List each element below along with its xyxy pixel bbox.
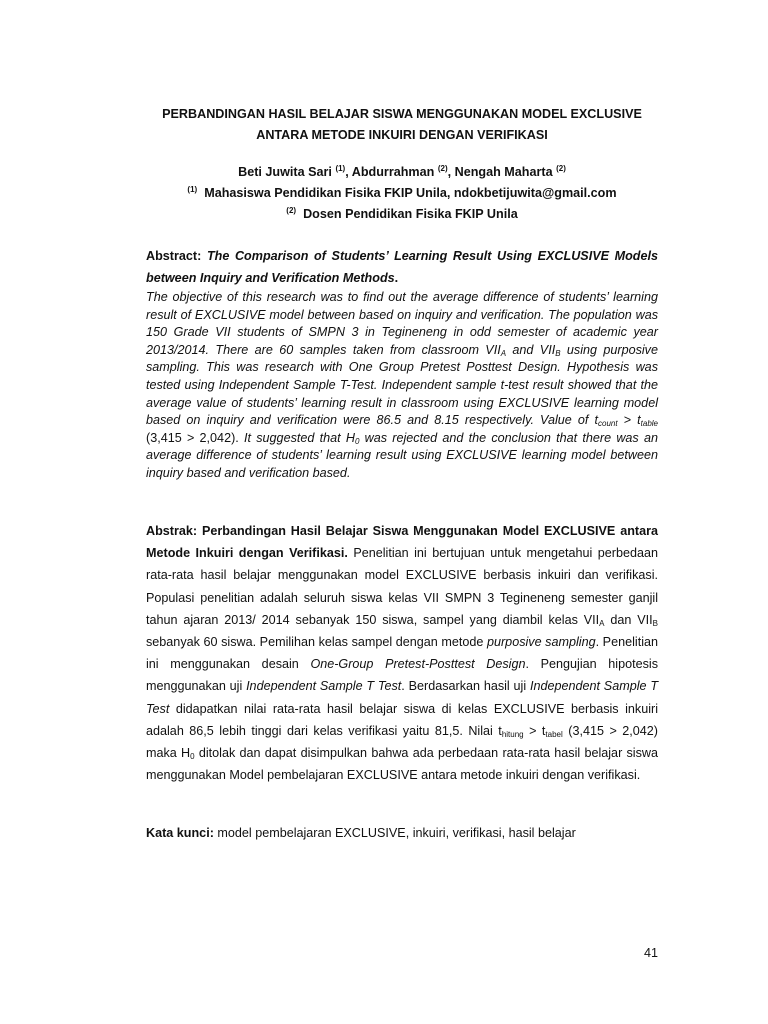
author-name: , Abdurrahman: [345, 165, 435, 179]
author-name: , Nengah Maharta: [447, 165, 553, 179]
affiliation-mark: (2): [437, 164, 448, 173]
author-name: Beti Juwita Sari: [238, 165, 332, 179]
keywords: [146, 822, 658, 844]
abstract-text: using purposive sampling. This was research with One Group Pretest Posttest Design. Hypothesis was tested using Independent Sample T-Test. Independent sample t-test result showed that the average value of students’ learning result in classroom using EXCLUSIVE learning model based on inquiry and verification were 86.5 and 8.15 respectively. Value of t: [146, 342, 658, 428]
abstrak-label: Abstrak:: [146, 524, 198, 538]
abstrak-text: didapatkan nilai rata-rata hasil belajar siswa di kelas EXCLUSIVE berbasis inkuiri adalah 86,5 lebih tinggi dari kelas verifikasi yaitu 81,5. Nilai t: [146, 701, 658, 738]
subscript: A: [599, 618, 605, 628]
abstrak-italic: One-Group Pretest-Posttest Design: [310, 657, 526, 672]
subscript: B: [555, 348, 561, 358]
abstract-text: was rejected and the conclusion that there was an average difference of students’ learning result using EXCLUSIVE learning model between inquiry based and verification based: [146, 430, 658, 480]
affiliation-mark: (1): [187, 185, 198, 194]
abstrak-text: ditolak dan dapat disimpulkan bahwa ada perbedaan rata-rata hasil belajar siswa menggunakan Model pembelajaran EXCLUSIVE antara metode inkuiri dengan verifikasi.: [146, 746, 659, 783]
affiliation-2: [100, 204, 704, 225]
subscript: B: [652, 618, 658, 628]
subscript: tabel: [545, 729, 563, 739]
abstrak-title: Perbandingan Hasil Belajar Siswa Menggunakan Model EXCLUSIVE antara Metode Inkuiri dengan Verifikasi.: [146, 524, 658, 561]
abstract-text: (3,415 > 2,042).: [146, 430, 239, 445]
abstrak-text: > t: [523, 723, 546, 738]
abstract-en-heading: [146, 245, 658, 289]
abstract-text: It suggested that H: [238, 430, 355, 445]
abstract-en-title-end: .: [394, 271, 399, 285]
abstract-indonesian: [146, 520, 658, 786]
abstract-en-body: [146, 289, 658, 483]
abstract-en-title: The Comparison of Students’ Learning Result Using EXCLUSIVE Models between Inquiry and Verification Methods: [146, 249, 659, 285]
abstract-text: > t: [617, 413, 641, 428]
affiliation-1: [100, 183, 704, 204]
keywords-text: model pembelajaran EXCLUSIVE, inkuiri, verifikasi, hasil belajar: [213, 826, 576, 840]
abstrak-text: sebanyak 60 siswa. Pemilihan kelas sampel dengan metode: [146, 635, 487, 650]
affiliation-text: Dosen Pendidikan Fisika FKIP Unila: [303, 207, 518, 221]
abstract-text: The objective of this research was to find out the average difference of students’ learning result of EXCLUSIVE model between based on inquiry and verification. The population was 150 Grade VII students of SMPN 3 in Tegineneng in odd semester of academic year 2013/2014. There are 60 samples taken from classroom VII: [146, 290, 658, 357]
subscript: 0: [190, 752, 195, 762]
page-number: 41: [643, 946, 658, 960]
abstrak-text: . Penelitian ini menggunakan desain: [146, 635, 658, 672]
abstrak-text: . Pengujian hipotesis menggunakan uji: [146, 657, 658, 694]
affiliation-text: Mahasiswa Pendidikan Fisika FKIP Unila, ndokbetijuwita@gmail.com: [204, 186, 617, 200]
abstrak-italic: Independent Sample T Test: [146, 679, 659, 716]
abstrak-text: dan VII: [604, 612, 653, 627]
subscript: table: [640, 419, 658, 429]
abstract-text: .: [346, 465, 351, 480]
title-line-1: PERBANDINGAN HASIL BELAJAR SISWA MENGGUNAKAN MODEL EXCLUSIVE: [162, 107, 642, 121]
author-block: [100, 162, 704, 225]
keywords-label: Kata kunci:: [146, 826, 214, 840]
abstract-english: [146, 245, 658, 483]
subscript: count: [598, 419, 618, 429]
subscript: 0: [354, 436, 360, 446]
abstrak-text: Penelitian ini bertujuan untuk mengetahui perbedaan rata-rata hasil belajar menggunakan model EXCLUSIVE berbasis inkuiri dan verifikasi. Populasi penelitian adalah seluruh siswa kelas VII SMPN 3 Tegineneng semester ganjil tahun ajaran 2013/ 2014 sebanyak 150 siswa, sampel yang diambil kelas VII: [146, 546, 658, 627]
abstrak-text: (3,415 > 2,042) maka H: [146, 723, 658, 761]
abstrak-text: . Berdasarkan hasil uji: [401, 679, 530, 694]
title-line-2: ANTARA METODE INKUIRI DENGAN VERIFIKASI: [256, 128, 548, 142]
author-line: [100, 162, 704, 183]
subscript: hitung: [501, 729, 524, 739]
subscript: A: [500, 348, 507, 358]
abstrak-italic: purposive sampling: [486, 635, 596, 650]
abstrak-italic: Independent Sample T Test: [246, 679, 402, 694]
abstract-text: and VII: [506, 342, 556, 357]
abstract-label: Abstract:: [146, 249, 202, 263]
paper-title: [100, 104, 704, 146]
affiliation-mark: (2): [286, 206, 297, 215]
affiliation-mark: (2): [556, 164, 566, 173]
affiliation-mark: (1): [335, 164, 346, 173]
